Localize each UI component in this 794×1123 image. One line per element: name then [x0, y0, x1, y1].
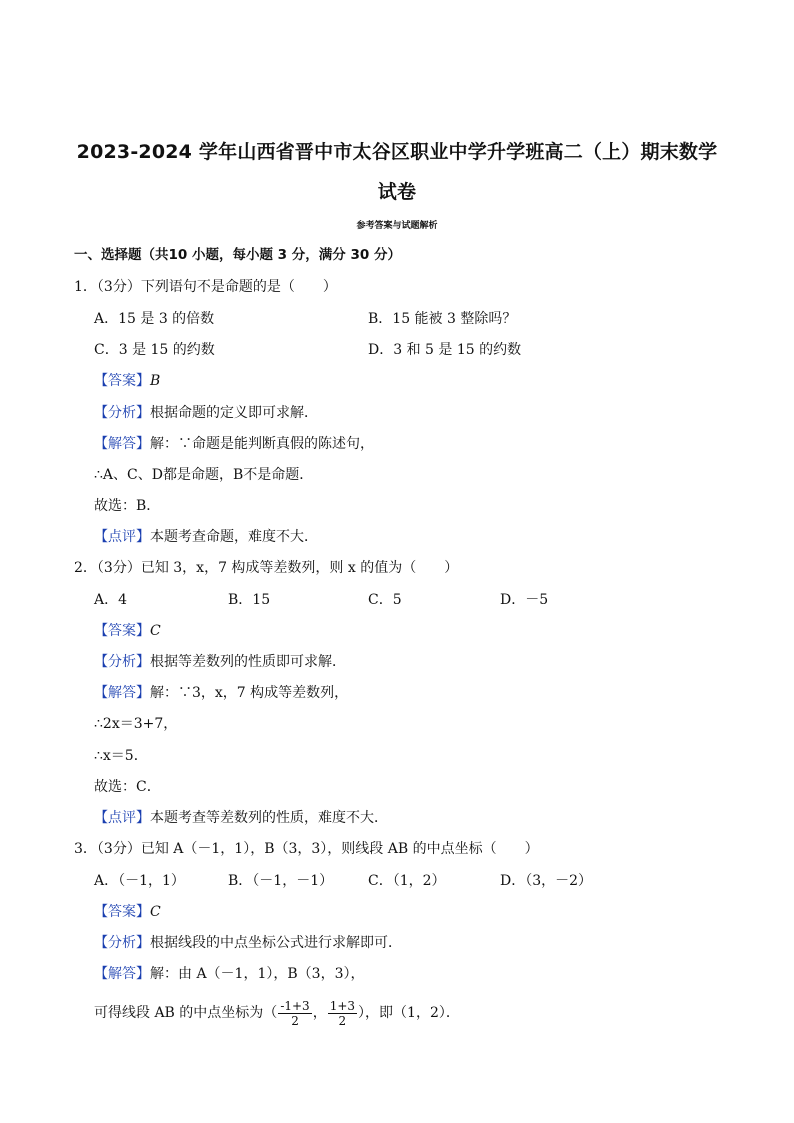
q1-option-a: A．15 是 3 的倍数: [94, 311, 215, 327]
q1-analysis-text: 根据命题的定义即可求解．: [150, 405, 318, 421]
q2-option-d: D．－5: [500, 592, 549, 608]
analysis-tag: 【分析】: [94, 935, 150, 951]
q2-answer-value: C: [150, 623, 161, 639]
fraction-numerator: 1+3: [329, 998, 356, 1013]
analysis-tag: 【分析】: [94, 654, 150, 670]
comment-tag: 【点评】: [94, 529, 150, 545]
q2-analysis-text: 根据等差数列的性质即可求解．: [150, 654, 346, 670]
q3-stem: 3．（3分）已知 A（－1，1），B（3，3），则线段 AB 的中点坐标（ ）: [74, 841, 539, 857]
q1-option-d: D．3 和 5 是 15 的约数: [368, 342, 522, 358]
q3-option-c: C．（1，2）: [368, 873, 446, 889]
q3-option-a: A．（－1，1）: [94, 873, 185, 889]
doc-subtitle: 参考答案与试题解析: [356, 221, 438, 231]
q1-analysis-line: [94, 404, 318, 422]
q2-option-c: C．5: [368, 592, 402, 608]
comment-tag: 【点评】: [94, 810, 150, 826]
q3-step1: [94, 998, 460, 1028]
q2-step2: ∴x＝5．: [94, 748, 148, 764]
doc-title-line2: 试卷: [377, 181, 417, 203]
comma-separator: ，: [312, 1005, 327, 1021]
q2-choice: 故选：C．: [94, 779, 161, 795]
midpoint-y-fraction: [328, 999, 357, 1028]
q3-step1-prefix: 可得线段 AB 的中点坐标为（: [94, 1005, 278, 1021]
q3-option-b: B．（－1，－1）: [228, 873, 334, 889]
q3-step1-suffix: ），即（1，2）．: [358, 1005, 460, 1021]
q2-analysis-line: [94, 653, 346, 671]
q3-analysis-text: 根据线段的中点坐标公式进行求解即可．: [150, 935, 402, 951]
q3-answer-line: [94, 903, 161, 921]
q1-answer-line: [94, 372, 160, 390]
solution-tag: 【解答】: [94, 685, 150, 701]
q3-analysis-line: [94, 934, 402, 952]
solution-tag: 【解答】: [94, 966, 150, 982]
fraction-denominator: 2: [338, 1013, 347, 1028]
q2-option-a: A．4: [94, 592, 128, 608]
answer-tag: 【答案】: [94, 904, 150, 920]
q3-solution-text: 解：由 A（－1，1），B（3，3），: [150, 966, 365, 982]
q1-choice: 故选：B．: [94, 498, 161, 514]
q2-comment-line: [94, 809, 388, 827]
q1-stem: 1．（3分）下列语句不是命题的是（ ）: [74, 279, 337, 295]
q1-step1: ∴A、C、D都是命题，B不是命题．: [94, 467, 314, 483]
q3-option-d: D．（3，－2）: [500, 873, 593, 889]
q1-answer-value: B: [150, 373, 161, 389]
q1-solution-text: 解：∵命题是能判断真假的陈述句，: [150, 436, 374, 452]
q2-solution-text: 解：∵3，x，7 构成等差数列，: [150, 685, 349, 701]
q3-solution-line: [94, 965, 364, 983]
answer-tag: 【答案】: [94, 373, 150, 389]
fraction-denominator: 2: [291, 1013, 299, 1028]
q2-option-b: B．15: [228, 592, 271, 608]
q2-stem: 2．（3分）已知 3，x，7 构成等差数列，则 x 的值为（ ）: [74, 560, 459, 576]
doc-title-line1: 2023-2024 学年山西省晋中市太谷区职业中学升学班高二（上）期末数学: [76, 141, 718, 163]
q2-solution-line: [94, 684, 348, 702]
q3-answer-value: C: [150, 904, 161, 920]
q2-step1: ∴2x＝3+7，: [94, 716, 178, 732]
answer-tag: 【答案】: [94, 623, 150, 639]
q1-comment-text: 本题考查命题，难度不大．: [150, 529, 318, 545]
section-heading: 一、选择题（共10 小题，每小题 3 分，满分 30 分）: [74, 247, 401, 263]
analysis-tag: 【分析】: [94, 405, 150, 421]
q1-comment-line: [94, 528, 318, 546]
q2-comment-text: 本题考查等差数列的性质，难度不大．: [150, 810, 388, 826]
q1-option-c: C．3 是 15 的约数: [94, 342, 215, 358]
solution-tag: 【解答】: [94, 436, 150, 452]
midpoint-x-fraction: [278, 999, 311, 1028]
q1-option-b: B．15 能被 3 整除吗？: [368, 311, 517, 327]
q1-solution-line: [94, 435, 374, 453]
fraction-numerator: -1+3: [280, 998, 310, 1013]
q2-answer-line: [94, 622, 161, 640]
